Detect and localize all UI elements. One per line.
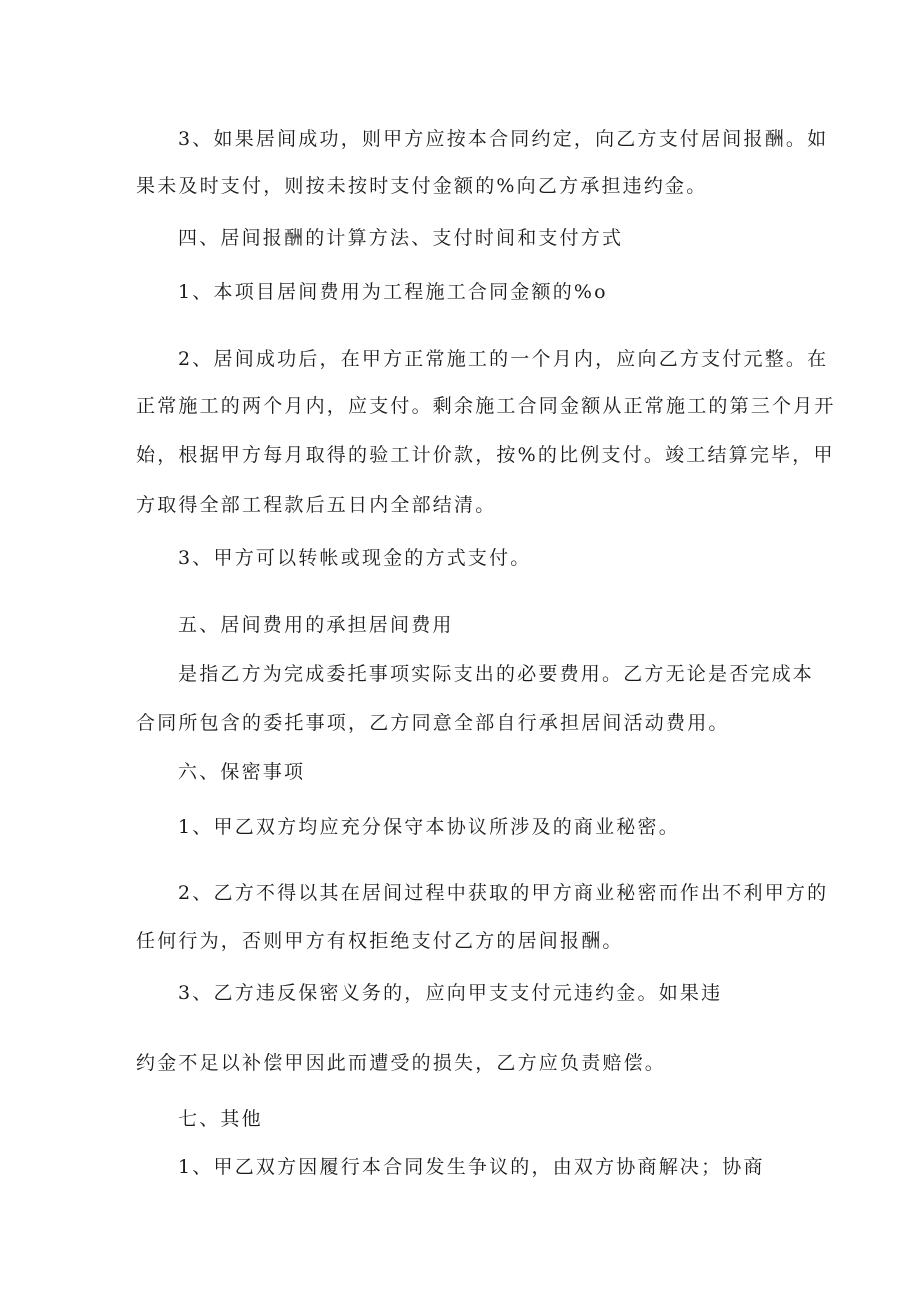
paragraph-line: 3、乙方违反保密义务的，应向甲支支付元违约金。如果违 xyxy=(178,982,723,1004)
paragraph-line: 1、甲乙双方均应充分保守本协议所涉及的商业秘密。 xyxy=(178,816,680,838)
paragraph-line: 始，根据甲方每月取得的验工计价款，按%的比例支付。竣工结算完毕，甲 xyxy=(136,444,835,466)
paragraph-line: 2、居间成功后，在甲方正常施工的一个月内，应向乙方支付元整。在 xyxy=(178,348,829,370)
section-heading-4: 四、居间报酬的计算方法、支付时间和支付方式 xyxy=(178,227,624,249)
paragraph-line: 3、如果居间成功，则甲方应按本合同约定，向乙方支付居间报酬。如 xyxy=(178,128,829,150)
paragraph-line: 任何行为，否则甲方有权拒绝支付乙方的居间报酬。 xyxy=(136,930,624,952)
section-heading-5: 五、居间费用的承担居间费用 xyxy=(178,614,454,636)
paragraph-line: 是指乙方为完成委托事项实际支出的必要费用。乙方无论是否完成本 xyxy=(178,663,815,685)
paragraph-line: 方取得全部工程款后五日内全部结清。 xyxy=(136,494,497,516)
section-heading-6: 六、保密事项 xyxy=(178,761,306,783)
paragraph-line: 合同所包含的委托事项，乙方同意全部自行承担居间活动费用。 xyxy=(136,712,730,734)
section-heading-7: 七、其他 xyxy=(178,1108,263,1130)
paragraph-line: 正常施工的两个月内，应支付。剩余施工合同金额从正常施工的第三个月开 xyxy=(136,395,836,417)
paragraph-line: 果未及时支付，则按未按时支付金额的%向乙方承担违约金。 xyxy=(136,175,708,197)
paragraph-line: 约金不足以补偿甲因此而遭受的损失，乙方应负责赔偿。 xyxy=(136,1052,667,1074)
paragraph-line: 3、甲方可以转帐或现金的方式支付。 xyxy=(178,547,532,569)
paragraph-line: 2、乙方不得以其在居间过程中获取的甲方商业秘密而作出不利甲方的 xyxy=(178,882,829,904)
paragraph-line: 1、本项目居间费用为工程施工合同金额的%o xyxy=(178,281,608,303)
paragraph-line: 1、甲乙双方因履行本合同发生争议的，由双方协商解决；协商 xyxy=(178,1156,765,1178)
